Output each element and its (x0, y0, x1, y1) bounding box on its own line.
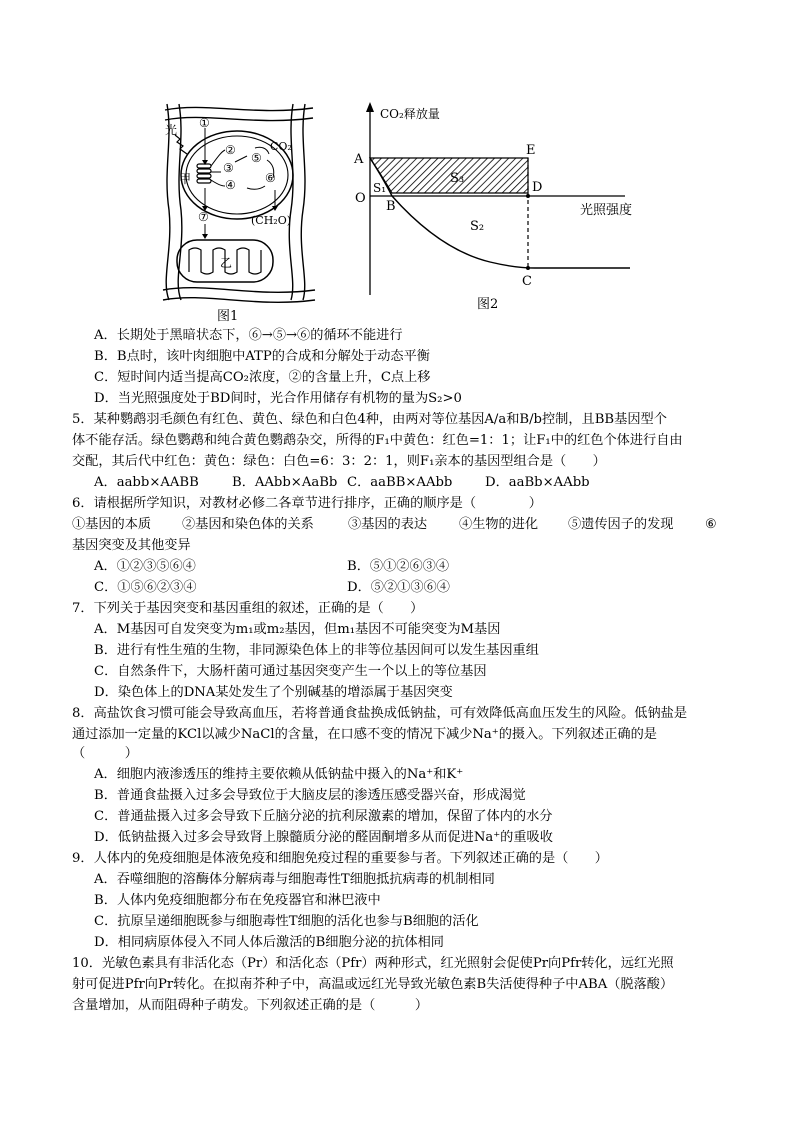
q5-option-d: D．aaBb×AAbb (485, 475, 590, 490)
fig1-num-5: ⑤ (251, 151, 262, 165)
q10-line-1: 10．光敏色素具有非活化态（Pr）和活化态（Pfr）两种形式，红光照射会促使Pr向Pfr转化，远红光照 (72, 956, 674, 971)
q6-line-3: 基因突变及其他变异 (72, 538, 191, 553)
fig2-point-b: B (386, 199, 396, 214)
figure-2-graph (340, 100, 650, 315)
fig2-point-a: A (354, 152, 364, 167)
figure-1-cell-diagram (155, 100, 325, 325)
fig1-num-4: ④ (225, 178, 236, 192)
fig2-xlabel: 光照强度 (580, 203, 633, 218)
fig2-area-s3: S₃ (450, 171, 465, 186)
q8-option-a: A．细胞内液渗透压的维持主要依赖从低钠盐中摄入的Na⁺和K⁺ (94, 767, 464, 782)
q5-line-1: 5．某种鹦鹉羽毛颜色有红色、黄色、绿色和白色4种，由两对等位基因A/a和B/b控制，且BB基因型个 (72, 412, 667, 427)
fig2-point-c: C (522, 274, 532, 289)
q7-option-b: B．进行有性生殖的生物，非同源染色体上的非等位基因间可以发生基因重组 (94, 643, 539, 658)
q7-option-a: A．M基因可自发突变为m₁或m₂基因，但m₁基因不可能突变为M基因 (94, 622, 501, 637)
q6-option-d: D．⑤②①③⑥④ (347, 580, 450, 595)
q7-option-d: D．染色体上的DNA某处发生了个别碱基的增添属于基因突变 (94, 685, 453, 700)
fig2-point-o: O (355, 191, 366, 206)
fig2-point-d: D (532, 180, 543, 195)
fig1-num-6: ⑥ (265, 171, 276, 185)
q4-option-b: B．B点时，该叶肉细胞中ATP的合成和分解处于动态平衡 (94, 349, 430, 364)
fig1-light-label: 光 (165, 123, 178, 137)
q9-option-c: C．抗原呈递细胞既参与细胞毒性T细胞的活化也参与B细胞的活化 (94, 914, 479, 929)
fig2-area-s2: S₂ (470, 219, 485, 234)
q5-line-3: 交配，其后代中红色：黄色：绿色：白色=6：3：2：1，则F₁亲本的基因型组合是（ ） (72, 454, 606, 469)
fig1-yi-label: 乙 (220, 256, 233, 270)
fig1-jia-label: 甲 (179, 172, 192, 186)
q8-option-c: C．普通盐摄入过多会导致下丘脑分泌的抗利尿激素的增加，保留了体内的水分 (94, 809, 553, 824)
q8-option-d: D．低钠盐摄入过多会导致肾上腺髓质分泌的醛固酮增多从而促进Na⁺的重吸收 (94, 830, 553, 845)
q6-option-b: B．⑤①②⑥③④ (347, 559, 450, 574)
fig1-caption: 图1 (217, 309, 239, 324)
q7-line-1: 7．下列关于基因突变和基因重组的叙述，正确的是（ ） (72, 601, 424, 616)
q8-option-b: B．普通食盐摄入过多会导致位于大脑皮层的渗透压感受器兴奋，形成渴觉 (94, 788, 526, 803)
q8-line-3: （ ） (72, 746, 138, 761)
q5-line-2: 体不能存活。绿色鹦鹉和纯合黄色鹦鹉杂交，所得的F₁中黄色：红色=1：1；让F₁中的红色个体进行自由 (72, 433, 683, 448)
fig1-num-7: ⑦ (198, 210, 209, 224)
q9-option-d: D．相同病原体侵入不同人体后激活的B细胞分泌的抗体相同 (94, 935, 444, 950)
q6-item-3: ③基因的表达 (348, 517, 428, 532)
fig2-caption: 图2 (477, 297, 499, 312)
q4-option-c: C．短时间内适当提高CO₂浓度，②的含量上升，C点上移 (94, 370, 431, 385)
q6-option-a: A．①②③⑤⑥④ (94, 559, 196, 574)
fig1-num-3: ③ (223, 161, 234, 175)
q4-option-a: A．长期处于黑暗状态下，⑥→⑤→⑥的循环不能进行 (94, 328, 403, 343)
q4-option-d: D．当光照强度处于BD间时，光合作用储存有机物的量为S₂>0 (94, 391, 462, 406)
q10-line-3: 含量增加，从而阻碍种子萌发。下列叙述正确的是（ ） (72, 998, 429, 1013)
q6-item-5: ⑤遗传因子的发现 (568, 517, 674, 532)
fig1-co2-label: CO₂ (270, 140, 292, 153)
q7-option-c: C．自然条件下，大肠杆菌可通过基因突变产生一个以上的等位基因 (94, 664, 487, 679)
q9-option-b: B．人体内免疫细胞都分布在免疫器官和淋巴液中 (94, 893, 381, 908)
fig2-area-s1: S₁ (373, 181, 387, 195)
fig1-ch2o-label: (CH₂O) (251, 214, 292, 227)
fig1-num-2: ② (225, 143, 236, 157)
q6-item-4: ④生物的进化 (459, 517, 539, 532)
q5-option-b: B．AAbb×AaBb (232, 475, 338, 490)
q6-option-c: C．①⑤⑥②③④ (94, 580, 197, 595)
q10-line-2: 射可促进Pfr向Pr转化。在拟南芥种子中，高温或远红光导致光敏色素B失活使得种子中ABA（脱落酸） (72, 977, 674, 992)
q6-item-2: ②基因和染色体的关系 (182, 517, 314, 532)
fig2-ylabel: CO₂释放量 (380, 107, 440, 121)
q9-line-1: 9．人体内的免疫细胞是体液免疫和细胞免疫过程的重要参与者。下列叙述正确的是（ ） (72, 851, 608, 866)
q6-item-1: ①基因的本质 (72, 517, 152, 532)
q6-item-6: ⑥ (705, 517, 717, 532)
fig1-num-1: ① (199, 116, 210, 130)
q8-line-2: 通过添加一定量的KCl以减少NaCl的含量，在口感不变的情况下减少Na⁺的摄入。下列叙述正确的是 (72, 727, 657, 742)
q9-option-a: A．吞噬细胞的溶酶体分解病毒与细胞毒性T细胞抵抗病毒的机制相同 (94, 872, 495, 887)
q5-option-a: A．aabb×AABB (94, 475, 199, 490)
q6-line-1: 6．请根据所学知识，对教材必修二各章节进行排序，正确的顺序是（ ） (72, 496, 542, 511)
fig2-point-e: E (526, 143, 536, 158)
q5-option-c: C．aaBB×AAbb (347, 475, 453, 490)
q8-line-1: 8．高盐饮食习惯可能会导致高血压，若将普通食盐换成低钠盐，可有效降低高血压发生的风险。低钠盐是 (72, 706, 688, 721)
